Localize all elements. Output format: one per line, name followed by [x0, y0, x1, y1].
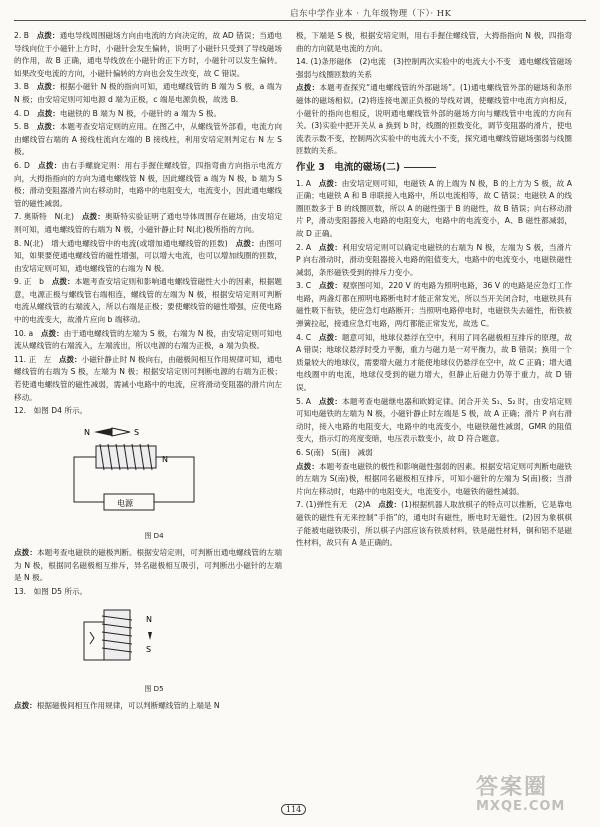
hint-label: 点拨： [235, 238, 259, 248]
page-number: 114 [281, 804, 306, 815]
page-header [0, 0, 600, 24]
hint-label: 点拨： [318, 281, 343, 291]
vertical-solenoid-diagram [54, 602, 254, 682]
fig-d4-source-label: 电源 [117, 498, 133, 508]
coil-icon [96, 444, 156, 470]
answer-item [14, 354, 282, 404]
hint-label: 点拨： [36, 82, 60, 92]
answer-text: 本题考查安培定则和影响通电螺线管磁性大小的因素，根据题意，电源正极与螺线管右端相连，螺线管的左端为 N 极，根据安培定则可判断电流从螺线管的右端流入，所以右端是正极；要使螺线管的磁性增强，应使电路中的电流变大，故滑片应向 b 端移动。 [14, 277, 283, 325]
answer-item [14, 211, 282, 236]
answer-item [14, 108, 282, 121]
answer-text: 利用安培定则可以确定电磁铁的右端为 N 极，左端为 S 极，当滑片 P 向右滑动时，滑动变阻器接入电路的阻值变大，电路中的电流变小，电磁铁磁性减弱，条形磁铁受到的排斥力变小。 [296, 242, 573, 277]
answer-text: 通电导线周围磁场方向由电流的方向决定的，故 AD 错误；当通电导线向位于小磁针上方时，小磁针会发生偏转，说明了小磁针只受到了导线磁场的作用，故 B 正确，通电导线放在小磁针的正下方时，小磁针可以发生偏转。如果改变电流的方向，小磁针偏转的方向也会发生改变，故 C 错误。 [14, 31, 283, 78]
answer-text: 本题考查电磁铁的极性和影响磁性强弱的因素。根据安培定则可判断电磁铁的左端为 S(南)极，根据同名磁极相互排斥，可知小磁针的左端为 S(南)极；当滑片向左移动时，电路中的电阻变大，电流变小，电磁铁的磁性减弱。 [296, 461, 573, 496]
section-title-rule [404, 167, 436, 168]
answer-number: 10. a [14, 328, 34, 338]
section-title-text: 作业 3 电流的磁场(二) [296, 161, 401, 173]
answer-number: 1. A [296, 178, 311, 188]
answer-item [14, 700, 282, 713]
fig-d5-s-label: S [146, 645, 152, 655]
answer-number: 12. [14, 406, 27, 416]
answer-item [14, 160, 282, 210]
answer-text: 如图 D4 所示。 [33, 406, 88, 416]
answer-text: 本题考查电磁铁的磁极判断。根据安培定则，可判断出通电螺线管的左端为 N 极，根据同名磁极相互排斥，异名磁极相互吸引，可判断出小磁针的左端是 N 极。 [14, 548, 283, 583]
answer-number: 7. 奥斯特 N(北) [14, 212, 75, 222]
watermark-line2: MXQE.COM [476, 799, 566, 814]
answer-list-left [14, 30, 282, 418]
watermark-logo [476, 770, 565, 814]
answer-item [14, 30, 282, 80]
hint-label: 点拨： [40, 328, 64, 338]
answer-item [14, 586, 282, 599]
svg-text:N: N [162, 454, 168, 464]
answer-text: 本题考查探究“通电螺线管的外部磁场”。(1)通电螺线管外部的磁场和条形磁体的磁场相似。(2)将连接电源正负极的导线对调，使螺线管中电流方向相反，小磁针的指向也相反，说明通电螺线管外部的磁场方向与螺线管中电流的方向有关。(3)实验中把开关从 a 换到 b 时，线圈的匝数变化，调节变阻器的滑片，使电流表示数不变，控制两次实验中的电流大小不变，探究通电螺线管磁场强弱与线圈匝数的关系。 [296, 83, 573, 156]
answer-item [14, 238, 282, 276]
answer-number: 14. (1)条形磁体 (2)电流 (3)控制两次实验中的电流大小不变 通电螺线管磁场强弱与线圈匝数的关系 [296, 57, 572, 79]
answer-text: 根据小磁针 N 极的指向可知，通电螺线管的 B 端为 S 极，a 端为 N 极；由安培定则可知电源 d 端为正极，c 端是电源负极，故选 B. [14, 82, 283, 104]
hint-label: 点拨： [296, 83, 320, 93]
answer-text: (1)根据机器人取放棋子的特点可以推断，它是靠电磁铁的磁性有无来控制“手指”的，通电时有磁性，断电时无磁性。(2)因为象棋棋子能被电磁铁吸引，所以棋子内部应该有铁质材料，铁是磁性材料，铜和铝不是磁性材料，故只有 A 是正确的。 [296, 500, 573, 548]
answer-number: 5. A [296, 396, 312, 406]
answer-list-right [296, 30, 572, 158]
answer-item [296, 178, 572, 241]
hint-label: 点拨： [37, 108, 60, 118]
figure-d4 [54, 422, 282, 543]
answer-number: 2. A [296, 242, 312, 252]
hint-label: 点拨： [37, 160, 62, 170]
answer-number: 11. 正 左 [14, 354, 52, 364]
watermark-line1: 答案圈 [476, 775, 549, 800]
answer-text: 小磁针静止时 N 极向右，由磁极间相互作用规律可知，通电螺线管的右端为 S 极，左端为 N 极；根据安培定则可判断电源的右端为正极；若使通电螺线管的磁性减弱，需减小电路中的电流，应将滑动变阻器的滑片向左移动。 [14, 354, 283, 402]
book-title: 启东中学作业本 · 九年级物理（下）· HK [290, 9, 452, 19]
answer-text: 由图可知，如果要使通电螺线管的磁性增强，可以增大电流，也可以增加线圈的匝数，由安培定则可知，通电螺线管的右端为 N 极。 [14, 238, 283, 273]
vertical-coil-icon [84, 610, 132, 660]
arrow-down-icon [148, 632, 152, 640]
answer-item [296, 242, 572, 280]
answer-number: 4. D [14, 108, 30, 118]
hint-label: 点拨： [36, 31, 60, 40]
fig-d4-n-label: N [84, 427, 90, 437]
hint-label: 点拨： [318, 178, 342, 188]
hint-label: 点拨： [51, 277, 75, 287]
answer-text: 本题考查安培定则的应用。在图乙中，从螺线管外部看，电流方向由螺线管右端的 A 接线柱流向左端的 B 接线柱，利用安培定则判定右 N 左 S 极。 [14, 122, 283, 157]
header-rule [14, 20, 586, 21]
answer-item [14, 328, 282, 353]
hint-label: 点拨： [296, 461, 320, 471]
answer-text: 根据磁极间相互作用规律，可以判断螺线管的上端是 N [36, 700, 220, 710]
answer-list-right-2 [296, 178, 572, 550]
answer-text: 极，下端是 S 极，根据安培定则，用右手握住螺线管，大拇指指向 N 极，四指弯曲的方向就是电流的方向。 [296, 31, 572, 53]
answer-text: 奥斯特实验证明了通电导体周围存在磁场，由安培定则可知，通电螺线管的右端为 N 极，小磁针静止时 N(北)极所指的方向。 [14, 212, 283, 234]
hint-label: 点拨： [36, 122, 60, 132]
hint-label: 点拨： [14, 548, 37, 557]
hint-label: 点拨： [14, 700, 37, 710]
left-column [14, 30, 282, 713]
compass-needle-icon [94, 428, 130, 436]
hint-label: 点拨： [318, 396, 343, 406]
fig-d4-s-label: S [134, 427, 140, 437]
answer-item [14, 121, 282, 159]
answer-item [296, 396, 572, 446]
answer-number: 13. [14, 586, 27, 596]
answer-item [296, 280, 572, 330]
answer-number: 7. (1)弹性有无 (2)A [296, 500, 371, 510]
answer-number: 5. B [14, 122, 29, 132]
answer-list-left-3 [14, 700, 282, 713]
hint-label: 点拨： [81, 212, 105, 222]
answer-item [296, 30, 572, 55]
answer-number: 4. C [296, 332, 312, 342]
fig-d5-n-label: N [146, 615, 152, 625]
hint-label: 点拨： [318, 332, 342, 342]
fig-d4-caption: 图 D4 [144, 532, 164, 541]
answer-text: 本题考查电磁继电器和欧姆定律。闭合开关 S₁、S₂ 时，由安培定则可知电磁铁的左端为 N 极，小磁针静止时左端是 S 极，故 A 正确；滑片 P 向右滑动时，接入电路的电阻变大，电路中的电流变小，电磁铁磁性减弱，GMR 的阻值变大，指示灯的亮度变暗，电压表示数变小，故 D 符合题意。 [296, 396, 573, 444]
answer-item [14, 547, 282, 585]
solenoid-circuit-diagram [54, 422, 254, 532]
answer-number: 8. N(北) 增大通电螺线管中的电流(或增加通电螺线管的匝数) [14, 238, 228, 248]
answer-number: 2. B [14, 31, 29, 40]
answer-list-left-2 [14, 547, 282, 598]
answer-text: 由右手螺旋定则：用右手握住螺线管，四指弯曲方向指示电流方向，大拇指指向的方向为通电螺线管 N 极，因此螺线管 a 端为 N 极，b 端为 S 极；滑动变阻器滑片向右移动时，电路中的电阻变大，电流变小，因此通电螺线管的磁性减弱。 [14, 160, 283, 208]
answer-item [296, 447, 572, 460]
answer-text: 题意可知，地球仪悬浮在空中，利用了同名磁极相互排斥的原理，故 A 错误；地球仪悬浮时受力平衡，重力与磁力是一对平衡力，故 B 错误；换用一个质量较大的地球仪，需要增大磁力才能使地球仪仍悬浮在空中，故 C 正确；增大通电线圈中的电流，地球仪受到的磁力增大，但静止后磁力仍等于重力，故 D 错误。 [296, 332, 573, 393]
answer-item [14, 81, 282, 106]
answer-number: 6. S(南) S(南) 减弱 [296, 448, 373, 457]
answer-item [14, 405, 282, 418]
right-column [296, 30, 572, 551]
answer-text: 由于通电螺线管的左端为 S 极，右端为 N 极，由安培定则可知电流从螺线管的右端流入，左端流出，所以电源的右端为正极，a 端为负极。 [14, 328, 283, 351]
answer-number: 3. B [14, 82, 29, 92]
fig-d5-caption: 图 D5 [144, 684, 164, 693]
answer-text: 由安培定则可知，电磁铁 A 的上端为 N 极，B 的上方为 S 极，故 A 正确；电磁铁 A 和 B 串联接入电路中，所以电流相等，故 C 错误；电磁铁 A 的线圈匝数多于 B 的线圈匝数，所以 A 的磁性强于 B 的磁性，故 B 错误；向右移动滑片 P，滑动变阻器接入电路的电阻变大，电路中的电流变小，A、B 磁性都减弱，故 D 正确。 [296, 178, 572, 238]
answer-number: 3. C [296, 281, 312, 291]
answer-text: 电磁铁的 B 端为 N 极，小磁针的 a 端为 S 极。 [59, 108, 222, 118]
answer-item [296, 461, 572, 499]
hint-label: 点拨： [58, 354, 82, 364]
answer-number: 9. 正 b [14, 277, 44, 287]
answer-text: 如图 D5 所示。 [33, 586, 88, 596]
answer-item [296, 82, 572, 158]
section-title [296, 162, 572, 175]
hint-label: 点拨： [318, 242, 343, 252]
answer-text: 观察图可知，220 V 的电路为照明电路，36 V 的电路是应急灯工作电路，两盏灯都在照明电路断电时才能正常发光，所以当开关闭合时，电磁铁具有磁性吸下衔铁，使应急灯电路断开；当照明电路停电时，电磁铁失去磁性，衔铁被弹簧拉起，接通应急灯电路，两灯都能正常发光，故选 C。 [296, 281, 573, 329]
answer-item [296, 499, 572, 549]
answer-item [296, 56, 572, 81]
hint-label: 点拨： [378, 500, 402, 510]
figure-d5 [54, 602, 282, 695]
answer-number: 6. D [14, 160, 30, 170]
answer-item [296, 332, 572, 395]
answer-item [14, 276, 282, 326]
